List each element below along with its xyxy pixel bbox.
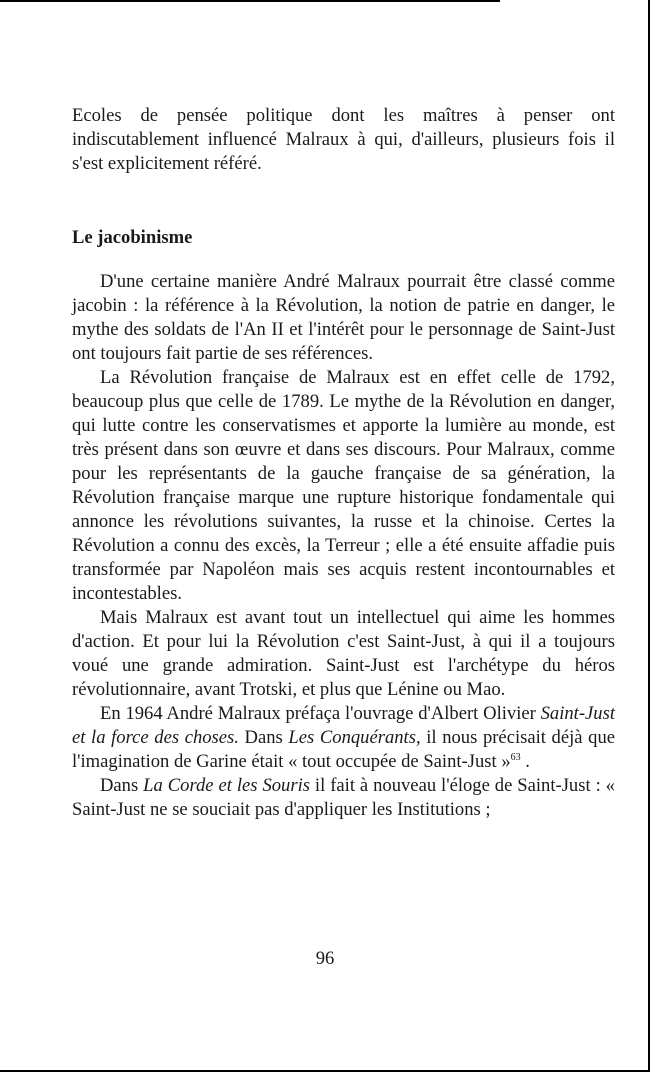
intro-block — [72, 104, 615, 176]
intro-paragraph: Ecoles de pensée politique dont les maîtres à penser ont indiscutablement influencé Malraux à qui, d'ailleurs, plusieurs fois il s'est explicitement référé. — [72, 105, 615, 174]
paragraph-1: D'une certaine manière André Malraux pourrait être classé comme jacobin : la référence à la Révolution, la notion de patrie en danger, le mythe des soldats de l'An II et l'intérêt pour le personnage de Saint-Just ont toujours fait partie de ses références. — [72, 271, 615, 364]
paragraph-4 — [72, 702, 615, 774]
section-heading: Le jacobinisme — [72, 227, 193, 248]
p5-text-a: Dans — [100, 775, 144, 796]
p5-text-b: il fait à nouveau l'éloge de Saint-Just : « Saint-Just ne se souciait pas d'appliquer les Institutions ; — [72, 775, 615, 820]
p4-text-a: En 1964 André Malraux préfaça l'ouvrage d'Albert Olivier — [100, 703, 541, 724]
p4-text-b: Dans — [238, 727, 289, 748]
top-rule — [0, 0, 500, 2]
book-title-conquerants: Les Conquérants — [288, 727, 416, 748]
paragraph-3: Mais Malraux est avant tout un intellectuel qui aime les hommes d'action. Et pour lui la Révolution c'est Saint-Just, à qui il a toujours voué une grande admiration. Saint-Just est l'archétype du héros révolutionnaire, avant Trotski, et plus que Lénine ou Mao. — [72, 607, 615, 700]
paragraph-2: La Révolution française de Malraux est en effet celle de 1792, beaucoup plus que celle de 1789. Le mythe de la Révolution en danger, qui lutte contre les conservatismes et apporte la lumière au monde, est très présent dans son œuvre et dans ses discours. Pour Malraux, comme pour les représentants de la gauche française de sa génération, la Révolution française marque une rupture historique fondamentale qui annonce les révolutions suivantes, la russe et la chinoise. Certes la Révolution a connu des excès, la Terreur ; elle a été ensuite affadie puis transformée par Napoléon mais ses acquis restent incontournables et incontestables. — [72, 367, 615, 604]
paragraph-5 — [72, 774, 615, 822]
book-title-corde: La Corde et les Souris — [143, 775, 310, 796]
book-title-saint-just: Saint-Just et la force des choses. — [72, 703, 615, 748]
p4-text-d: . — [520, 751, 530, 772]
section-body — [72, 270, 615, 822]
p4-text-c: , il nous précisait déjà que l'imagination de Garine était « tout occupée de Saint-Just » — [72, 727, 616, 772]
page-number: 96 — [315, 948, 335, 969]
footnote-ref: 63 — [510, 751, 521, 763]
